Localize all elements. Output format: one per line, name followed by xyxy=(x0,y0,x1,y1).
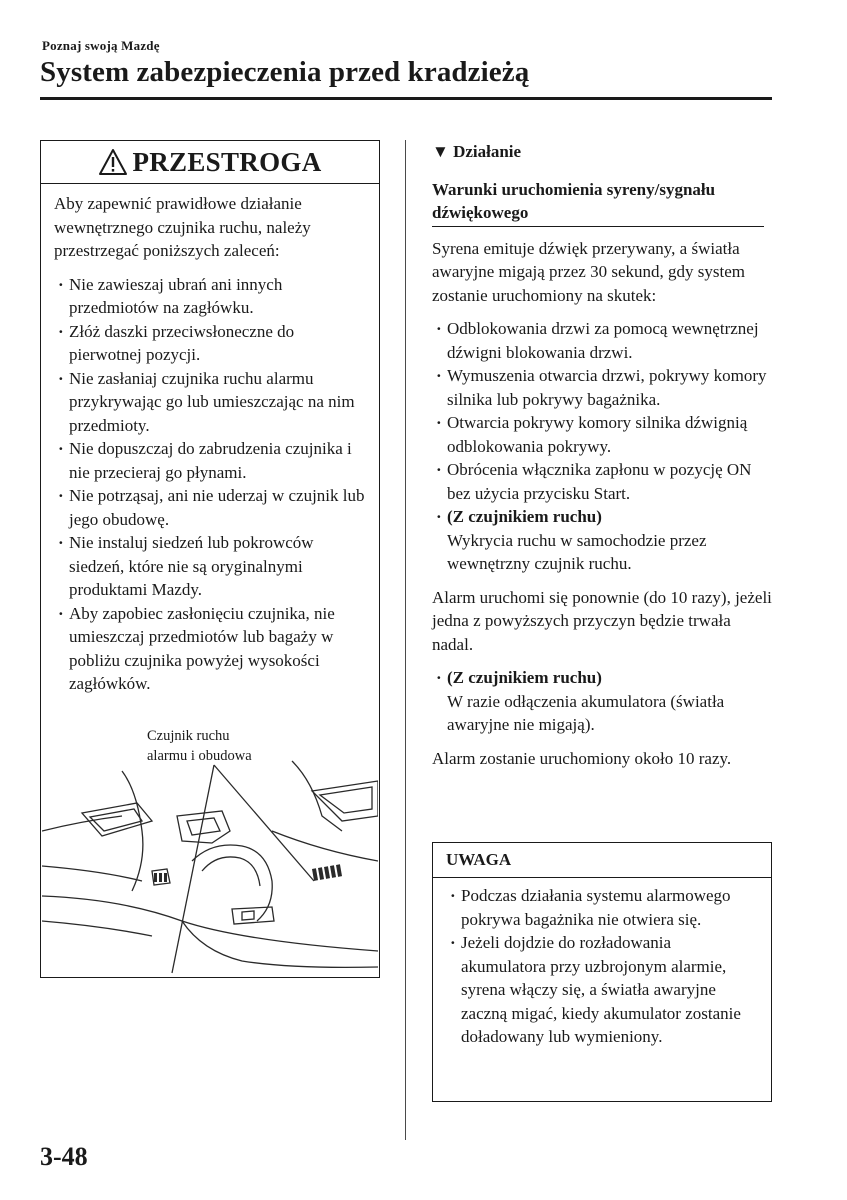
figure-label-line2: alarmu i obudowa xyxy=(147,748,252,764)
breadcrumb: Poznaj swoją Mazdę xyxy=(42,38,160,53)
warning-list xyxy=(54,273,365,696)
list-item: · Obrócenia włącznika zapłonu w pozycję ON bez użycia przycisku Start. xyxy=(432,458,772,505)
list-item: · Aby zapobiec zasłonięciu czujnika, nie umieszczaj przedmiotów lub bagaży w pobliżu czujnika powyżej wysokości zagłówków. xyxy=(54,602,365,696)
warning-title: PRZESTROGA xyxy=(132,146,322,177)
paragraph: Alarm uruchomi się ponownie (do 10 razy), jeżeli jedna z powyższych przyczyn będzie trwała nadal. xyxy=(432,587,772,654)
title-rule xyxy=(40,97,772,100)
note-title: UWAGA xyxy=(433,843,771,878)
subheading: Warunki uruchomienia syreny/sygnału dźwiękowego xyxy=(432,178,764,227)
list-item: · Nie zasłaniaj czujnika ruchu alarmu przykrywając go lub umieszczając na nim przedmioty. xyxy=(54,367,365,438)
warning-triangle-icon xyxy=(98,148,128,176)
battery-list xyxy=(432,666,772,737)
list-item: · Nie zawieszaj ubrań ani innych przedmiotów na zagłówku. xyxy=(54,273,365,320)
paragraph: Alarm zostanie uruchomiony około 10 razy. xyxy=(432,748,732,768)
list-item xyxy=(432,505,772,576)
list-item: · Wymuszenia otwarcia drzwi, pokrywy komory silnika lub pokrywy bagażnika. xyxy=(432,364,772,411)
leader-line xyxy=(214,765,314,881)
list-item: · Nie instaluj siedzeń lub pokrowców siedzeń, które nie są oryginalnymi produktami Mazdy. xyxy=(54,531,365,602)
section-heading: ▼ Działanie xyxy=(432,142,522,161)
trigger-list xyxy=(432,317,772,576)
list-item: · Jeżeli dojdzie do rozładowania akumulatora przy uzbrojonym alarmie, syrena włączy się, a światła awaryjne zaczną migać, kiedy akumulator zostanie doładowany lub wymieniony. xyxy=(446,931,759,1049)
warning-intro: Aby zapewnić prawidłowe działanie wewnętrznego czujnika ruchu, należy przestrzegać poniższych zaleceń: xyxy=(54,194,311,260)
list-item: · Złóż daszki przeciwsłoneczne do pierwotnej pozycji. xyxy=(54,320,365,367)
motion-sensor-label: (Z czujnikiem ruchu) xyxy=(447,668,602,687)
list-item: · Nie potrząsaj, ani nie uderzaj w czujnik lub jego obudowę. xyxy=(54,484,365,531)
motion-sensor-label: (Z czujnikiem ruchu) xyxy=(447,507,602,526)
warning-box xyxy=(40,140,380,978)
page-number: 3-48 xyxy=(40,1142,88,1171)
figure-label-line1: Czujnik ruchu xyxy=(147,728,230,744)
list-item xyxy=(432,666,772,737)
leader-line xyxy=(172,765,214,973)
motion-sensor-text: Wykrycia ruchu w samochodzie przez wewnętrzny czujnik ruchu. xyxy=(447,530,707,573)
note-list xyxy=(446,884,759,1049)
column-divider xyxy=(405,140,406,1140)
list-item: · Podczas działania systemu alarmowego pokrywa bagażnika nie otwiera się. xyxy=(446,884,759,931)
paragraph: Syrena emituje dźwięk przerywany, a światła awaryjne migają przez 30 sekund, gdy system zostanie uruchomiony na skutek: xyxy=(432,238,745,305)
page-title: System zabezpieczenia przed kradzieżą xyxy=(40,56,530,88)
warning-header xyxy=(41,141,379,184)
list-item: · Odblokowania drzwi za pomocą wewnętrznej dźwigni blokowania drzwi. xyxy=(432,317,772,364)
motion-sensor-illustration xyxy=(42,721,378,976)
list-item: · Otwarcia pokrywy komory silnika dźwignią odblokowania pokrywy. xyxy=(432,411,772,458)
battery-text: W razie odłączenia akumulatora (światła awaryjne nie migają). xyxy=(447,691,725,734)
list-item: · Nie dopuszczaj do zabrudzenia czujnika i nie przecieraj go płynami. xyxy=(54,437,365,484)
right-column xyxy=(432,140,772,780)
note-box xyxy=(432,842,772,1102)
warning-body xyxy=(41,184,379,696)
note-body xyxy=(433,878,771,1049)
